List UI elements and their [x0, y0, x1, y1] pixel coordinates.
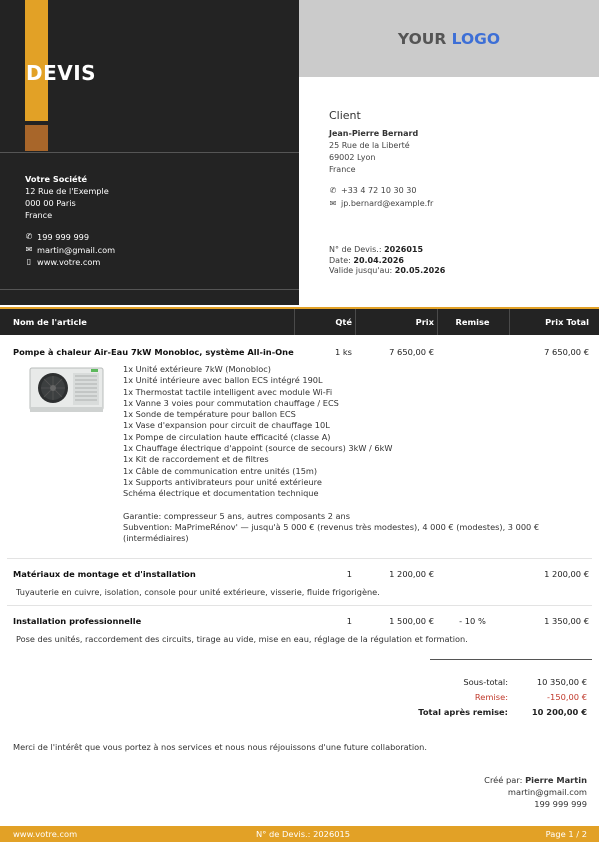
item-description: Tuyauterie en cuivre, isolation, console pour unité extérieure, visserie, fluide frigorigène. [16, 587, 380, 597]
client-email[interactable]: jp.bernard@example.fr [341, 198, 434, 208]
totals-divider [430, 659, 592, 660]
item-discount: - 10 % [459, 616, 486, 626]
accent-bar-dark [25, 125, 48, 151]
discount-value: -150,00 € [547, 692, 587, 702]
item-qty: 1 ks [334, 347, 352, 357]
quote-date: Date: 20.04.2026 [329, 255, 404, 265]
logo: YOUR LOGO [397, 29, 501, 48]
subsidy: Subvention: MaPrimeRénov' — jusqu'à 5 000 € (revenus très modestes), 4 000 € (modestes), 3 000 € [123, 522, 540, 533]
item-name: Installation professionnelle [13, 616, 142, 626]
company-info [25, 173, 115, 269]
footer-quote-number: N° de Devis.: 2026015 [256, 829, 351, 839]
email-icon: ✉ [25, 244, 33, 254]
warranty: Garantie: compresseur 5 ans, autres composants 2 ans [123, 510, 350, 521]
company-phone: 199 999 999 [37, 232, 90, 242]
total-label: Total après remise: [418, 707, 508, 717]
signature-phone: 199 999 999 [534, 799, 587, 809]
subtotal-value: 10 350,00 € [536, 677, 587, 687]
client-info [329, 110, 433, 210]
company-street: 12 Rue de l'Exemple [25, 186, 109, 196]
company-name: Votre Société [25, 174, 88, 184]
client-city: 69002 Lyon [329, 153, 376, 162]
item-price: 1 200,00 € [389, 569, 434, 579]
item-total: 1 350,00 € [544, 616, 589, 626]
item-name: Pompe à chaleur Air-Eau 7kW Monobloc, système All-in-One [13, 347, 294, 357]
item-total: 7 650,00 € [544, 347, 589, 357]
subtotal-label: Sous-total: [463, 677, 508, 687]
item-description: 1x Unité extérieure 7kW (Monobloc) 1x Unité intérieure avec ballon ECS intégré 190L 1x Thermostat tactile intelligent avec module Wi-Fi 1x Vanne 3 voies pour commutation chauffage / ECS 1x Sonde de température pour ballon ECS 1x Vase d'expansion pour circuit de chauffage 10L 1x Pompe de circulation haute efficacité (classe A) 1x Chauffage électrique d'appoint (source de secours) 3kW / 6kW 1x Kit de raccordement et de filtres 1x Câble de communication entre unités (15m) 1x Supports antivibrateurs pour unité extérieure Schéma électrique et documentation technique Garantie: compresseur 5 ans, autres composants 2 ans Subvention: MaPrimeRénov' — jusqu'à 5 000 € (revenus très modestes), 4 000 € (modestes), 3 000 € (intermédiaires) [123, 364, 540, 544]
logo-placeholder [299, 0, 599, 77]
phone-icon: ✆ [25, 232, 33, 241]
quote-meta [329, 245, 445, 277]
client-phone: +33 4 72 10 30 30 [341, 186, 417, 195]
col-qty: Qté [335, 317, 352, 327]
col-discount: Remise [455, 317, 490, 327]
company-city: 000 00 Paris [25, 198, 76, 208]
company-country: France [25, 210, 53, 220]
item-total: 1 200,00 € [544, 569, 589, 579]
row-divider [7, 605, 592, 606]
item-name: Matériaux de montage et d'installation [13, 569, 196, 579]
col-item: Nom de l'article [13, 317, 87, 327]
item-description: Pose des unités, raccordement des circuits, tirage au vide, mise en eau, réglage de la régulation et formation. [16, 634, 468, 644]
created-by-name: Pierre Martin [525, 775, 587, 785]
thank-you-note: Merci de l'intérêt que vous portez à nos services et nous nous réjouissons d'une future collaboration. [13, 742, 427, 752]
discount-label: Remise: [474, 692, 508, 702]
divider [0, 289, 299, 290]
item-price: 1 500,00 € [389, 616, 434, 626]
heat-pump-image [29, 367, 104, 413]
client-country: France [329, 165, 356, 174]
mobile-icon: ▯ [26, 257, 32, 266]
quote-valid-until: Valide jusqu'au: 20.05.2026 [329, 266, 446, 275]
signature-block [484, 774, 587, 810]
subsidy-continued: (intermédiaires) [123, 533, 189, 544]
signature-email[interactable]: martin@gmail.com [507, 787, 587, 797]
quote-number: N° de Devis.: 2026015 [329, 245, 424, 254]
col-price: Prix [415, 317, 434, 327]
created-by-label: Créé par: [484, 775, 523, 785]
item-qty: 1 [346, 616, 352, 626]
email-icon: ✉ [329, 198, 337, 208]
phone-icon: ✆ [329, 186, 337, 195]
divider [0, 152, 299, 153]
document-title: DEVIS [26, 61, 97, 85]
company-email[interactable]: martin@gmail.com [37, 244, 116, 255]
company-website[interactable]: www.votre.com [37, 257, 101, 267]
col-total: Prix Total [545, 317, 589, 327]
table-header [0, 307, 599, 335]
footer-website[interactable]: www.votre.com [13, 829, 78, 839]
client-street: 25 Rue de la Liberté [329, 141, 410, 150]
row-divider [7, 558, 592, 559]
footer-page-number: Page 1 / 2 [545, 829, 587, 839]
item-qty: 1 [346, 569, 352, 579]
item-price: 7 650,00 € [389, 347, 434, 357]
client-name: Jean-Pierre Bernard [329, 129, 419, 138]
client-label: Client [329, 109, 361, 122]
total-value: 10 200,00 € [531, 707, 587, 717]
footer [0, 826, 599, 842]
